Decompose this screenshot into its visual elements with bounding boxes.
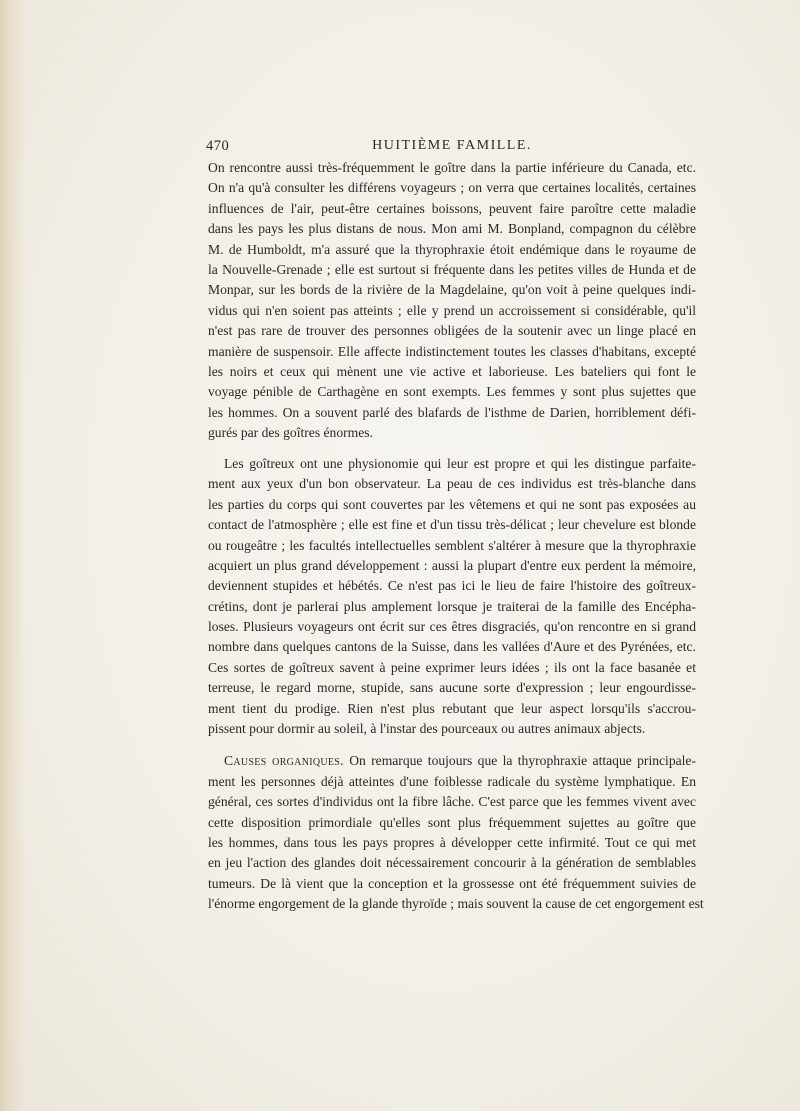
text-line: manière de suspensoir. Elle affecte indistinctement toutes les classes d'habitans, excepté bbox=[208, 343, 696, 359]
text-line: en jeu l'action des glandes doit nécessairement concourir à la génération de semblables bbox=[208, 855, 696, 871]
text-line: vidus qui n'en soient pas atteints ; elle y prend un accroissement si considérable, qu'il bbox=[208, 302, 696, 318]
text-line: loses. Plusieurs voyageurs ont écrit sur ces êtres disgraciés, qu'on rencontre en si grand bbox=[208, 619, 696, 635]
text-line: général, ces sortes d'individus ont la fibre lâche. C'est parce que les femmes vivent avec bbox=[208, 794, 696, 810]
paragraph-2 bbox=[208, 454, 696, 739]
text-line: Ces sortes de goîtreux savent à peine exprimer leurs idées ; ils ont la face basanée et bbox=[208, 659, 696, 675]
text-line bbox=[208, 751, 696, 771]
text-line-rest: On remarque toujours que la thyrophraxie attaque principale- bbox=[343, 753, 696, 769]
text-line: On n'a qu'à consulter les différens voyageurs ; on verra que certaines localités, certaines bbox=[208, 180, 696, 196]
text-line: Les goîtreux ont une physionomie qui leur est propre et qui les distingue parfaite- bbox=[224, 455, 696, 471]
text-line: acquiert un plus grand développement : aussi la plupart d'entre eux perdent la mémoire, bbox=[208, 557, 696, 573]
text-line: les hommes, dans tous les pays propres à développer cette infirmité. Tout ce qui met bbox=[208, 835, 696, 850]
paragraph-gap bbox=[208, 443, 696, 454]
text-line: ou rougeâtre ; les facultés intellectuelles semblent s'altérer à mesure que la thyrophraxie bbox=[208, 537, 696, 553]
page-edge-shading bbox=[0, 0, 26, 1111]
text-line: la Nouvelle-Grenade ; elle est surtout si fréquente dans les petites villes de Hunda et de bbox=[208, 261, 696, 277]
text-line: tumeurs. De là vient que la conception et la grossesse ont été fréquemment suivies de bbox=[208, 875, 696, 891]
text-line: contact de l'atmosphère ; elle est fine et d'un tissu très-délicat ; leur chevelure est blonde bbox=[208, 517, 696, 533]
text-line: l'énorme engorgement de la glande thyroïde ; mais souvent la cause de cet engorgement est bbox=[208, 896, 704, 912]
text-line: ment aux yeux d'un bon observateur. La peau de ces individus est très-blanche dans bbox=[208, 476, 696, 492]
text-line: les hommes. On a souvent parlé des blafards de l'isthme de Darien, horriblement défi- bbox=[208, 404, 696, 420]
text-line: On rencontre aussi très-fréquemment le goître dans la partie inférieure du Canada, etc. bbox=[208, 160, 696, 175]
text-line: M. de Humboldt, m'a assuré que la thyrophraxie étoit endémique dans le royaume de bbox=[208, 241, 696, 257]
text-line: les parties du corps qui sont couvertes par les vêtemens et qui ne sont pas exposées au bbox=[208, 496, 696, 512]
text-line: ment les personnes déjà atteintes d'une foiblesse radicale du système lymphatique. En bbox=[208, 773, 696, 789]
running-head bbox=[208, 136, 696, 158]
text-line: pissent pour dormir au soleil, à l'instar des pourceaux ou autres animaux abjects. bbox=[208, 721, 646, 737]
text-line: crétins, dont je parlerai plus amplement lorsque je traiterai de la famille des Encépha- bbox=[208, 598, 696, 614]
text-line: gurés par des goîtres énormes. bbox=[208, 425, 373, 441]
text-block bbox=[206, 136, 704, 915]
paragraph-gap bbox=[208, 739, 696, 751]
paragraph-1 bbox=[208, 158, 696, 443]
text-line: voyage pénible de Carthagène en sont exempts. Les femmes y sont plus sujettes que bbox=[208, 384, 696, 400]
running-title: HUITIÈME FAMILLE. bbox=[372, 138, 532, 153]
text-line: terreuse, le regard morne, stupide, sans aucune sorte d'expression ; leur engourdisse- bbox=[208, 680, 696, 696]
paragraph-3 bbox=[208, 751, 704, 914]
text-line: les noirs et ceux qui mènent une vie active et laborieuse. Les bateliers qui font le bbox=[208, 363, 696, 379]
text-line: cette disposition primordiale qu'elles sont plus fréquemment sujettes au goître que bbox=[208, 814, 696, 830]
section-lead: Causes organiques. bbox=[224, 753, 344, 769]
text-line: influences de l'air, peut-être certaines boissons, peuvent faire paroître cette maladie bbox=[208, 200, 696, 216]
text-line: nombre dans quelques cantons de la Suisse, dans les vallées d'Aure et des Pyrénées, etc. bbox=[208, 639, 696, 655]
text-line: deviennent stupides et hébétés. Ce n'est pas ici le lieu de faire l'histoire des goîtreux- bbox=[208, 578, 696, 594]
text-line: dans les pays les plus distans de nous. Mon ami M. Bonpland, compagnon du célèbre bbox=[208, 221, 696, 237]
page-number: 470 bbox=[206, 138, 230, 154]
text-line: Monpar, sur les bords de la rivière de la Magdelaine, qu'on voit à peine quelques indi- bbox=[208, 282, 696, 298]
text-line: ment tient du prodige. Rien n'est plus rebutant que leur aspect lorsqu'ils s'accrou- bbox=[208, 700, 696, 716]
text-line: n'est pas rare de trouver des personnes obligées de la soutenir avec un linge placé en bbox=[208, 323, 696, 339]
